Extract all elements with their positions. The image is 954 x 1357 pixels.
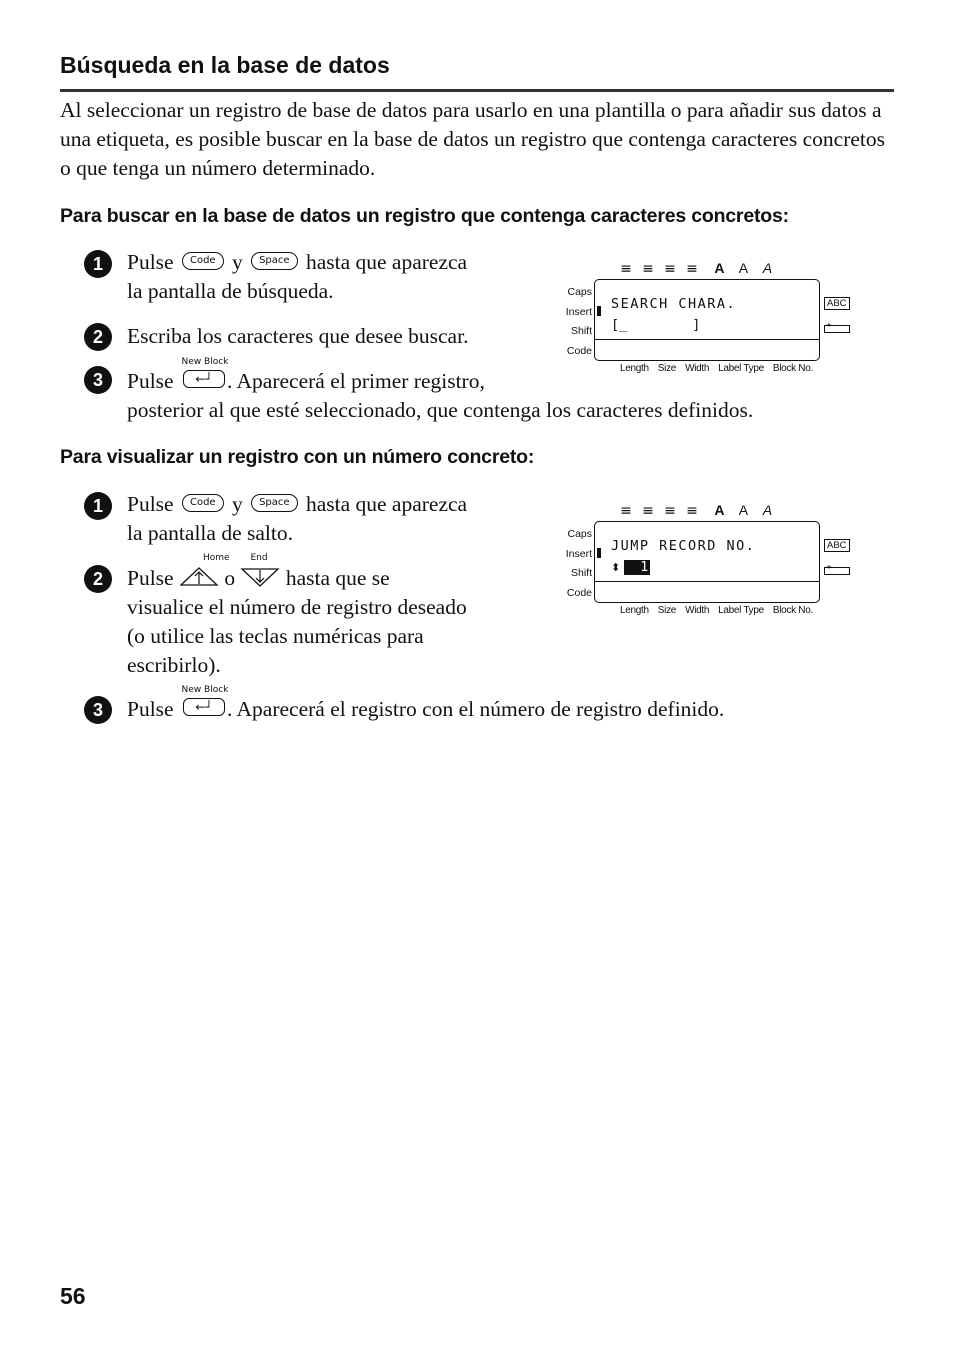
- length-label: Length: [620, 363, 649, 374]
- lcd-indicators: [560, 525, 592, 603]
- step-number: 2: [84, 565, 112, 593]
- block-no-label: Block No.: [772, 605, 813, 616]
- step-text-line2: la pantalla de salto.: [127, 521, 293, 545]
- step-text-line1: hasta que aparezca: [305, 250, 468, 274]
- lcd-line-2: [611, 559, 650, 575]
- intro-paragraph: Al seleccionar un registro de base de datos para usarlo en una plantilla o para añadir sus datos a una etiqueta, es posible buscar en la base de datos un registro que contenga caracteres concretos o que tenga un número determinado.: [60, 98, 886, 180]
- end-caption: End: [250, 553, 268, 564]
- and-text: y: [231, 250, 243, 274]
- align-center-icon: ≡: [642, 261, 654, 277]
- down-arrow-icon: [240, 565, 280, 589]
- up-down-icon: ⬍: [611, 561, 621, 574]
- insert-marker: [597, 548, 601, 558]
- font-bold-icon: A: [714, 502, 725, 518]
- record-number-value: 1: [624, 560, 650, 575]
- lcd-display-search: [560, 257, 860, 377]
- home-caption: Home: [202, 553, 230, 564]
- step-text-line2: la pantalla de búsqueda.: [127, 279, 334, 303]
- jump-step-3: [127, 685, 725, 724]
- align-right-icon: ≡: [664, 503, 676, 519]
- align-justify-icon: ≡: [686, 503, 698, 519]
- align-left-icon: ≡: [620, 503, 632, 519]
- pulse-text: Pulse: [127, 697, 174, 721]
- jump-heading: Para visualizar un registro con un número concreto:: [60, 446, 535, 468]
- caps-indicator: Caps: [567, 528, 592, 540]
- insert-marker: [597, 306, 601, 316]
- step-number: 2: [84, 323, 112, 351]
- lcd-screen: [594, 521, 820, 603]
- block-no-label: Block No.: [772, 363, 813, 374]
- font-outline-icon: A: [738, 260, 749, 276]
- step-number: 1: [84, 492, 112, 520]
- font-italic-icon: A: [762, 502, 773, 518]
- search-step-1: [127, 248, 467, 306]
- pulse-text: Pulse: [127, 250, 174, 274]
- align-left-icon: ≡: [620, 261, 632, 277]
- align-center-icon: ≡: [642, 503, 654, 519]
- pulse-text: Pulse: [127, 492, 174, 516]
- width-label: Width: [685, 605, 710, 616]
- code-key: Code: [182, 252, 224, 270]
- code-indicator: Code: [566, 586, 592, 599]
- abc-indicator: ABC: [824, 539, 850, 552]
- insert-indicator: Insert: [565, 547, 592, 560]
- lcd-line-1: JUMP RECORD NO.: [611, 538, 756, 554]
- lcd-labels: [620, 363, 822, 375]
- jump-step-2: [127, 553, 467, 680]
- code-indicator: Code: [566, 344, 592, 357]
- width-label: Width: [685, 363, 710, 374]
- search-step-2: Escriba los caracteres que desee buscar.: [127, 324, 469, 348]
- insert-indicator: Insert: [565, 305, 592, 318]
- pulse-text: Pulse: [127, 566, 174, 590]
- enter-key: [181, 357, 229, 390]
- enter-icon: ←┘: [195, 372, 213, 387]
- new-block-caption: New Block: [181, 685, 229, 696]
- step-text-line1: hasta que se: [285, 566, 390, 590]
- pulse-text: Pulse: [127, 369, 174, 393]
- jump-step-1: [127, 490, 467, 548]
- font-bold-icon: A: [714, 260, 725, 276]
- battery-icon: [824, 325, 850, 333]
- or-text: o: [224, 566, 236, 590]
- end-key: [240, 553, 280, 589]
- page-number: 56: [60, 1283, 86, 1309]
- space-key: Space: [251, 252, 297, 270]
- caps-indicator: Caps: [567, 286, 592, 298]
- size-label: Size: [657, 605, 677, 616]
- battery-icon: [824, 567, 850, 575]
- title-rule: [60, 89, 894, 92]
- step-text-line1: . Aparecerá el primer registro,: [226, 369, 485, 393]
- shift-indicator: Shift: [570, 325, 592, 337]
- step-text-line2: posterior al que esté seleccionado, que contenga los caracteres definidos.: [127, 398, 754, 422]
- section-title: Búsqueda en la base de datos: [60, 52, 390, 78]
- align-justify-icon: ≡: [686, 261, 698, 277]
- space-key: Space: [251, 494, 297, 512]
- step-text-line2: visualice el número de registro deseado: [127, 595, 467, 620]
- lcd-display-jump: [560, 499, 860, 619]
- enter-key: [181, 685, 229, 718]
- shift-indicator: Shift: [570, 567, 592, 579]
- label-type-label: Label Type: [718, 605, 764, 616]
- code-key: Code: [182, 494, 224, 512]
- lcd-indicators: [560, 283, 592, 361]
- step-text-line4: escribirlo).: [127, 653, 221, 678]
- search-heading: Para buscar en la base de datos un registro que contenga caracteres concretos:: [60, 205, 789, 227]
- step-number: 3: [84, 366, 112, 394]
- lcd-screen: [594, 279, 820, 361]
- label-type-label: Label Type: [718, 363, 764, 374]
- abc-indicator: ABC: [824, 297, 850, 310]
- home-key: [179, 553, 230, 589]
- lcd-top-icons: [615, 499, 779, 521]
- step-number: 1: [84, 250, 112, 278]
- enter-icon: ←┘: [195, 700, 213, 715]
- step-text-line1: . Aparecerá el registro con el número de registro definido.: [226, 697, 725, 721]
- step-text-line3: (o utilice las teclas numéricas para: [127, 624, 424, 649]
- font-italic-icon: A: [762, 260, 773, 276]
- align-right-icon: ≡: [664, 261, 676, 277]
- lcd-line-2: [_ ]: [611, 317, 701, 333]
- and-text: y: [231, 492, 243, 516]
- size-label: Size: [657, 363, 677, 374]
- step-number: 3: [84, 696, 112, 724]
- lcd-labels: [620, 605, 822, 617]
- lcd-line-1: SEARCH CHARA.: [611, 296, 737, 312]
- new-block-caption: New Block: [181, 357, 229, 368]
- step-text-line1: hasta que aparezca: [305, 492, 468, 516]
- length-label: Length: [620, 605, 649, 616]
- up-arrow-icon: [179, 565, 219, 589]
- lcd-top-icons: [615, 257, 779, 279]
- font-outline-icon: A: [738, 502, 749, 518]
